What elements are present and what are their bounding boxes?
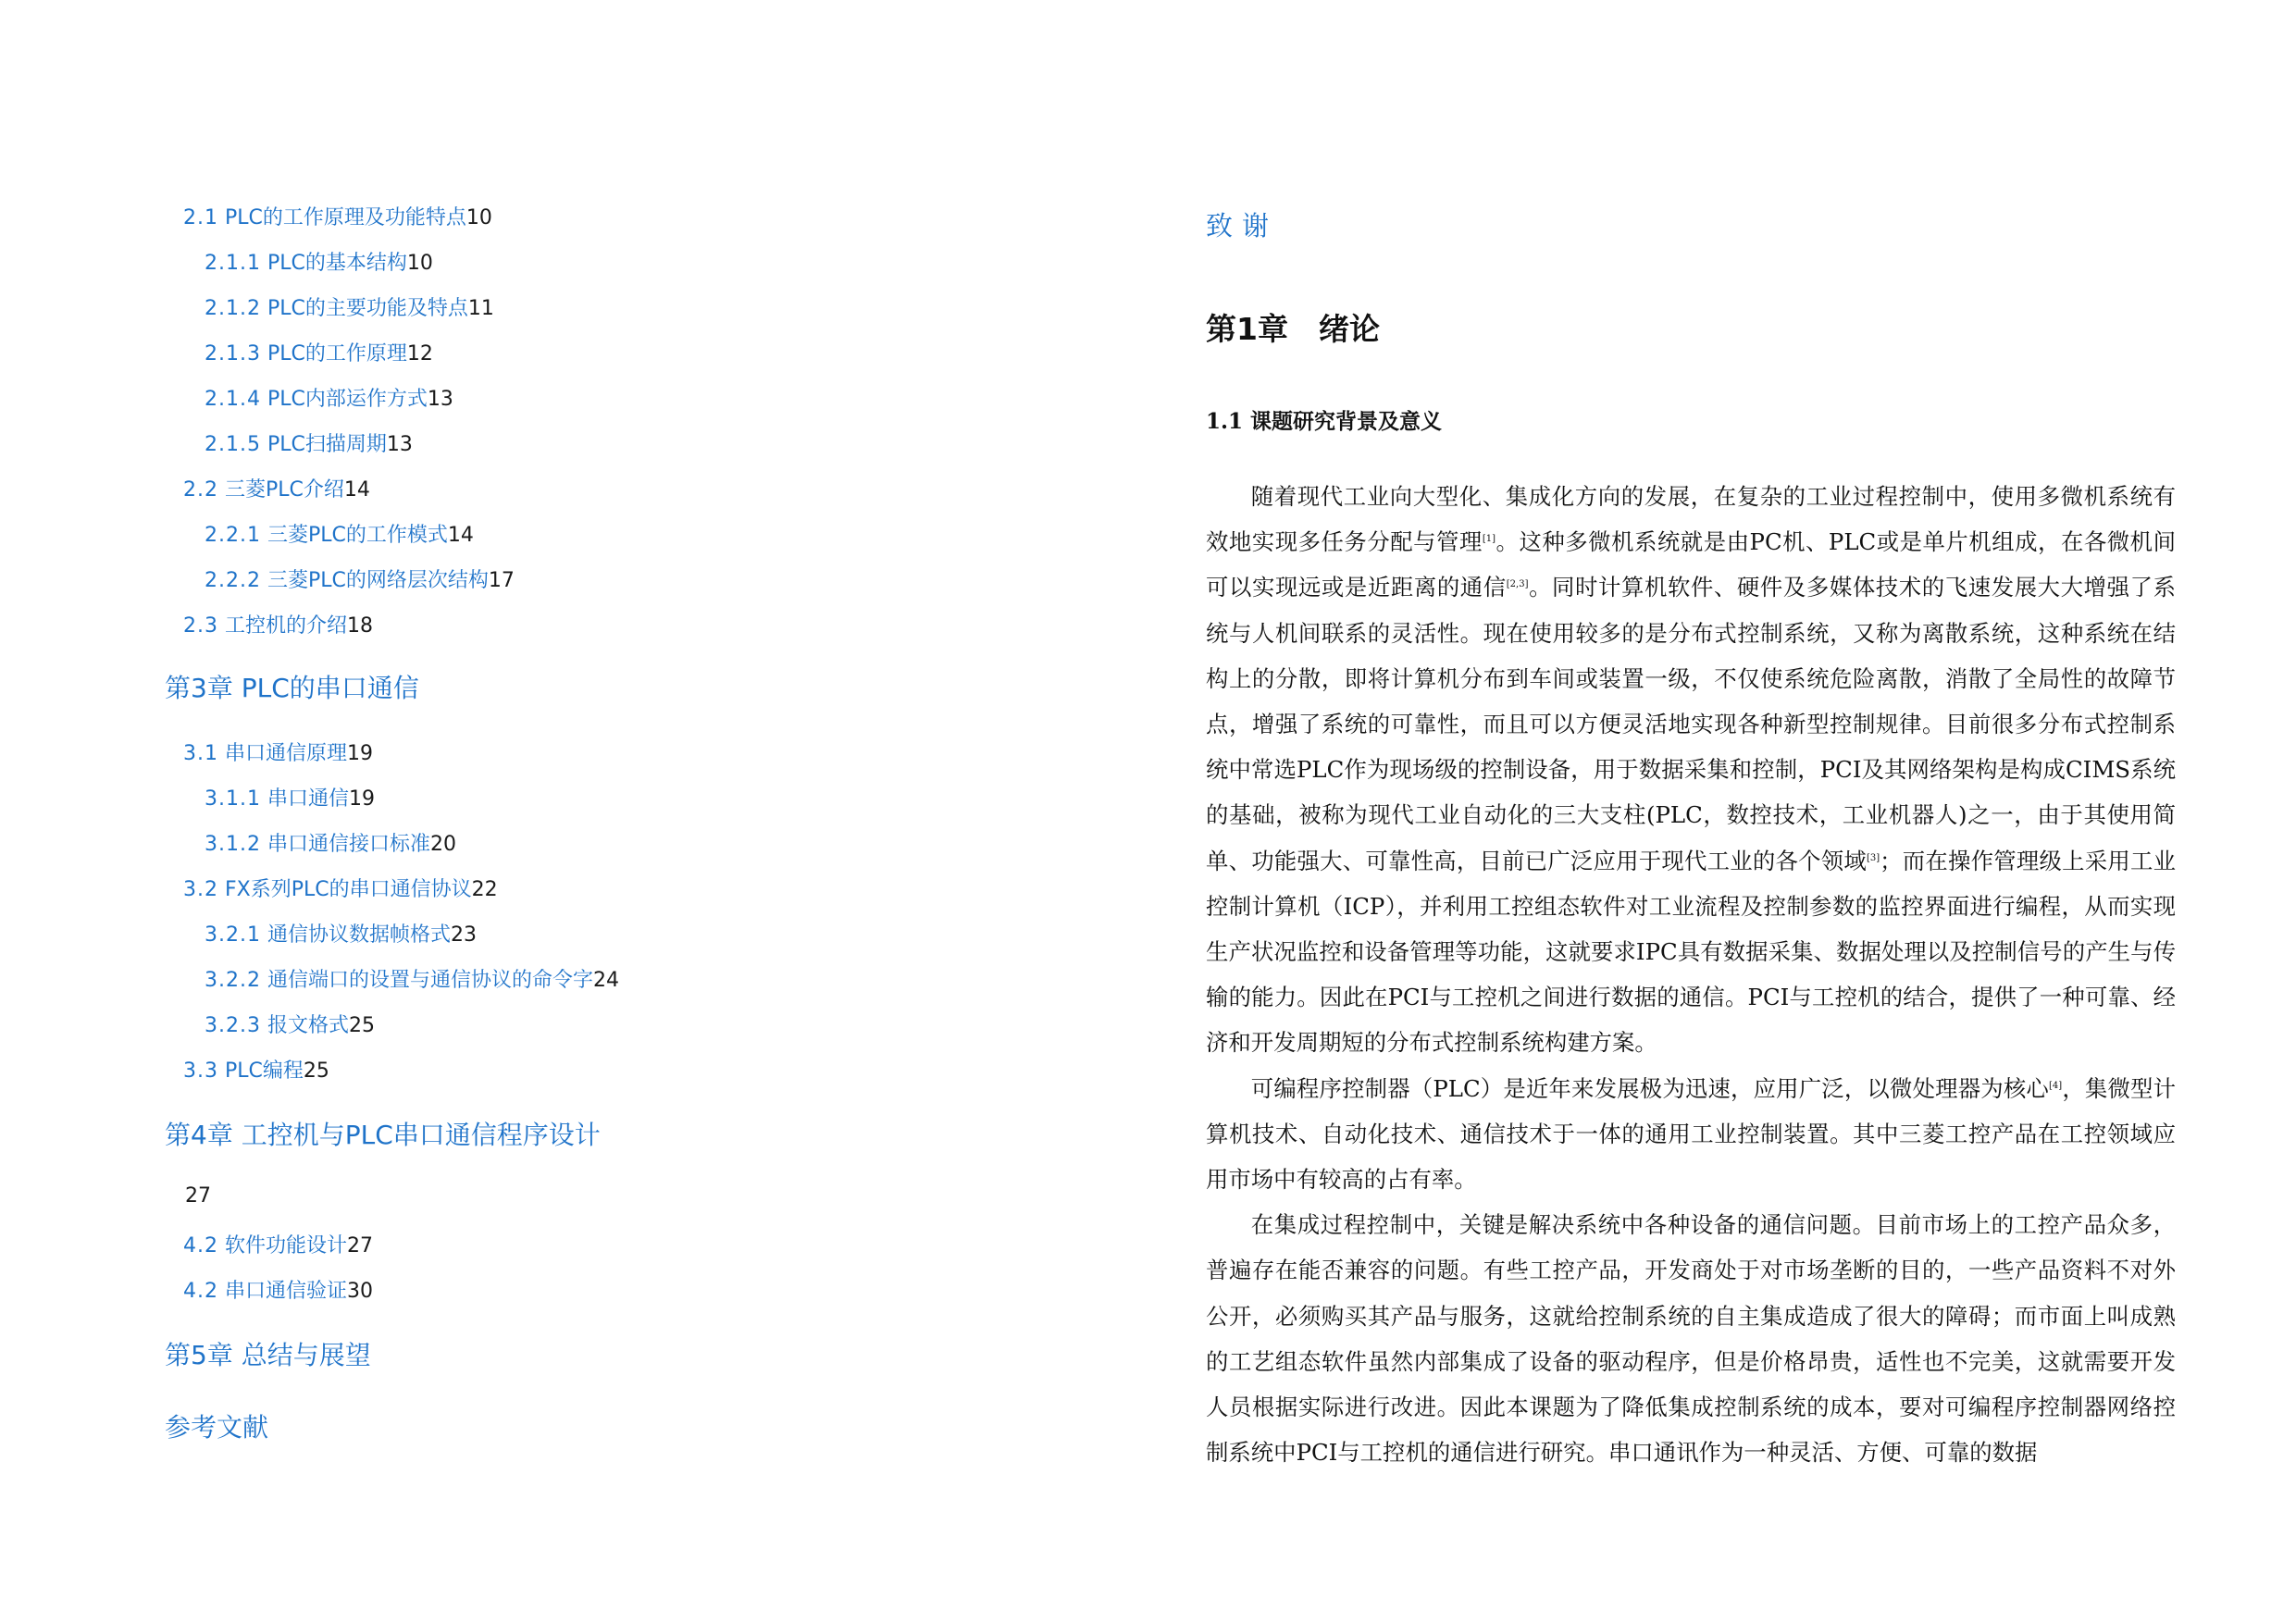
toc-entry[interactable] <box>205 338 433 366</box>
toc-entry[interactable] <box>205 428 413 457</box>
toc-entry-title: 软件功能设计 <box>225 1234 348 1258</box>
citation-ref[interactable]: [1] <box>1482 534 1496 545</box>
toc-entry-title: 串口通信 <box>267 787 349 811</box>
toc-entry-page: 10 <box>406 252 433 275</box>
citation-ref[interactable]: [4] <box>2048 1080 2063 1091</box>
toc-entry-number: 2.2 <box>183 478 218 502</box>
toc-entry[interactable] <box>183 1055 329 1084</box>
toc-entry-page: 22 <box>471 878 498 901</box>
toc-entry[interactable] <box>205 964 619 993</box>
toc-entry-number: 2.1.2 <box>205 297 261 320</box>
toc-chapter-title: 第4章 工控机与PLC串口通信程序设计 <box>165 1120 601 1150</box>
toc-entry-page: 10 <box>465 206 492 229</box>
toc-entry-title: PLC扫描周期 <box>267 433 387 456</box>
toc-entry[interactable] <box>183 202 492 230</box>
toc-entry-page: 13 <box>427 388 453 411</box>
toc-entry-title: PLC的主要功能及特点 <box>267 297 468 320</box>
toc-chapter-title: 第3章 PLC的串口通信 <box>165 673 419 703</box>
toc-entry-number: 2.1 <box>183 206 218 229</box>
toc-entry-number: 3.2 <box>183 878 218 901</box>
toc-entry-title: PLC内部运作方式 <box>267 388 428 411</box>
toc-entry-number: 4.2 <box>183 1234 218 1258</box>
toc-references[interactable] <box>165 1407 268 1444</box>
toc-entry-title: PLC的工作原理及功能特点 <box>225 206 466 229</box>
toc-entry-title: FX系列PLC的串口通信协议 <box>225 878 472 901</box>
toc-entry-title: 三菱PLC介绍 <box>225 478 344 502</box>
toc-entry[interactable] <box>205 564 515 593</box>
toc-chapter-title: 第5章 总结与展望 <box>165 1340 371 1370</box>
toc-entry-title: 三菱PLC的网络层次结构 <box>267 569 489 592</box>
toc-entry[interactable] <box>205 828 456 857</box>
toc-entry[interactable] <box>205 519 474 548</box>
paragraph-text: ，集微型计算机技术、自动化技术、通信技术于一体的通用工业控制装置。其中三菱工控产品在工控领域应用市场中有较高的占有率。 <box>1206 1074 2176 1194</box>
paragraph-text: 。同时计算机软件、硬件及多媒体技术的飞速发展大大增强了系统与人机间联系的灵活性。现在使用较多的是分布式控制系统，又称为离散系统，这种系统在结构上的分散，即将计算机分布到车间或装置一级，不仅使系统危险离散，消散了全局性的故障节点，增强了系统的可靠性，而且可以方便灵活地实现各种新型控制规律。目前很多分布式控制系统中常选PLC作为现场级的控制设备，用于数据采集和控制，PCI及其网络架构是构成CIMS系统的基础，被称为现代工业自动化的三大支柱(PLC，数控技术，工业机器人)之一，由于其使用简单、功能强大、可靠性高，目前已广泛应用于现代工业的各个领域 <box>1206 574 2176 874</box>
toc-entry-title: PLC的工作原理 <box>267 342 407 365</box>
toc-entry[interactable] <box>205 383 453 412</box>
toc-entry-title: PLC编程 <box>225 1059 304 1083</box>
toc-chapter-4[interactable] <box>165 1115 601 1152</box>
toc-entry-title: 串口通信验证 <box>225 1280 348 1303</box>
toc-entry-page: 27 <box>347 1234 374 1258</box>
toc-chapter-3[interactable] <box>165 668 419 705</box>
toc-entry-number: 2.1.5 <box>205 433 261 456</box>
toc-entry-number: 2.1.1 <box>205 252 261 275</box>
toc-entry[interactable] <box>183 1275 373 1304</box>
toc-entry-number: 3.2.2 <box>205 969 261 992</box>
chapter-title: 第1章 绪论 <box>1206 311 1380 347</box>
paragraph <box>1206 474 2176 1066</box>
toc-entry-page: 30 <box>347 1280 374 1303</box>
toc-entry-number: 2.2.1 <box>205 524 261 547</box>
toc-entry[interactable] <box>183 1230 373 1258</box>
toc-entry[interactable] <box>205 292 494 321</box>
toc-entry-page: 14 <box>343 478 370 502</box>
toc-entry-page: 20 <box>430 833 456 856</box>
toc-entry-number: 2.3 <box>183 614 218 638</box>
toc-entry-number: 2.1.4 <box>205 388 261 411</box>
paragraph-text: ；而在操作管理级上采用工业控制计算机（ICP），并利用工控组态软件对工业流程及控制参数的监控界面进行编程，从而实现生产状况监控和设备管理等功能，这就要求IPC具有数据采集、数据处理以及控制信号的产生与传输的能力。因此在PCI与工控机之间进行数据的通信。PCI与工控机的结合，提供了一种可靠、经济和开发周期短的分布式控制系统构建方案。 <box>1206 847 2176 1057</box>
toc-entry[interactable] <box>205 919 477 948</box>
toc-entry-title: 三菱PLC的工作模式 <box>267 524 448 547</box>
toc-entry-number: 2.2.2 <box>205 569 261 592</box>
toc-entry-number: 3.2.3 <box>205 1014 261 1037</box>
toc-entry-number: 3.1.1 <box>205 787 261 811</box>
toc-entry[interactable] <box>183 873 498 902</box>
toc-entry-title: 串口通信接口标准 <box>267 833 430 856</box>
toc-entry-title: 通信协议数据帧格式 <box>267 923 451 947</box>
toc-entry[interactable] <box>183 737 373 766</box>
paragraph-text: 在集成过程控制中，关键是解决系统中各种设备的通信问题。目前市场上的工控产品众多，普遍存在能否兼容的问题。有些工控产品，开发商处于对市场垄断的目的，一些产品资料不对外公开，必须购买其产品与服务，这就给控制系统的自主集成造成了很大的障碍；而市面上叫成熟的工艺组态软件虽然内部集成了设备的驱动程序，但是价格昂贵，适性也不完美，这就需要开发人员根据实际进行改进。因此本课题为了降低集成控制系统的成本，要对可编程序控制器网络控制系统中PCI与工控机的通信进行研究。串口通讯作为一种灵活、方便、可靠的数据 <box>1206 1211 2176 1467</box>
toc-chapter-5[interactable] <box>165 1335 371 1372</box>
toc-entry-page: 19 <box>347 742 374 765</box>
toc-entry[interactable] <box>205 247 433 276</box>
toc-entry[interactable] <box>183 610 373 638</box>
paragraph-text: 可编程序控制器（PLC）是近年来发展极为迅速，应用广泛，以微处理器为核心 <box>1250 1074 2049 1102</box>
toc-entry-title: PLC的基本结构 <box>267 252 407 275</box>
toc-entry[interactable] <box>205 1010 375 1038</box>
toc-entry-title: 报文格式 <box>267 1014 349 1037</box>
toc-orphan-page-number: 27 <box>185 1184 211 1208</box>
toc-entry-number: 3.1 <box>183 742 218 765</box>
acknowledgement-link[interactable]: 致谢 <box>1206 210 1279 242</box>
paragraph-text: 。这种多微机系统就是由PC机、PLC或是单片机组成，在各微机间可以实现远或是近距离的通信 <box>1206 528 2176 601</box>
toc-entry-number: 4.2 <box>183 1280 218 1303</box>
toc-entry-page: 23 <box>451 923 477 947</box>
toc-entry[interactable] <box>183 474 370 502</box>
paragraph-text: 随着现代工业向大型化、集成化方向的发展，在复杂的工业过程控制中，使用多微机系统有效地实现多任务分配与管理 <box>1206 483 2176 556</box>
toc-entry-number: 3.1.2 <box>205 833 261 856</box>
toc-entry-page: 25 <box>349 1014 375 1037</box>
toc-entry-number: 3.2.1 <box>205 923 261 947</box>
section-title: 1.1 课题研究背景及意义 <box>1206 409 1443 434</box>
toc-entry[interactable] <box>205 783 375 812</box>
toc-entry-number: 3.3 <box>183 1059 218 1083</box>
toc-entry-title: 工控机的介绍 <box>225 614 348 638</box>
toc-entry-page: 11 <box>467 297 494 320</box>
citation-ref[interactable]: [2,3] <box>1506 579 1529 590</box>
toc-entry-page: 24 <box>593 969 619 992</box>
toc-chapter-title: 参考文献 <box>165 1412 269 1443</box>
paragraph <box>1206 1066 2176 1203</box>
toc-entry-page: 25 <box>303 1059 329 1083</box>
toc-entry-page: 19 <box>349 787 375 811</box>
citation-ref[interactable]: [3] <box>1866 852 1880 863</box>
toc-entry-number: 2.1.3 <box>205 342 261 365</box>
toc-entry-page: 14 <box>447 524 474 547</box>
toc-entry-page: 12 <box>406 342 433 365</box>
body-text <box>1206 474 2176 1475</box>
toc-entry-page: 18 <box>347 614 374 638</box>
toc-entry-title: 通信端口的设置与通信协议的命令字 <box>267 969 593 992</box>
toc-entry-page: 13 <box>386 433 413 456</box>
paragraph <box>1206 1202 2176 1475</box>
toc-entry-title: 串口通信原理 <box>225 742 348 765</box>
toc-entry-page: 17 <box>488 569 515 592</box>
